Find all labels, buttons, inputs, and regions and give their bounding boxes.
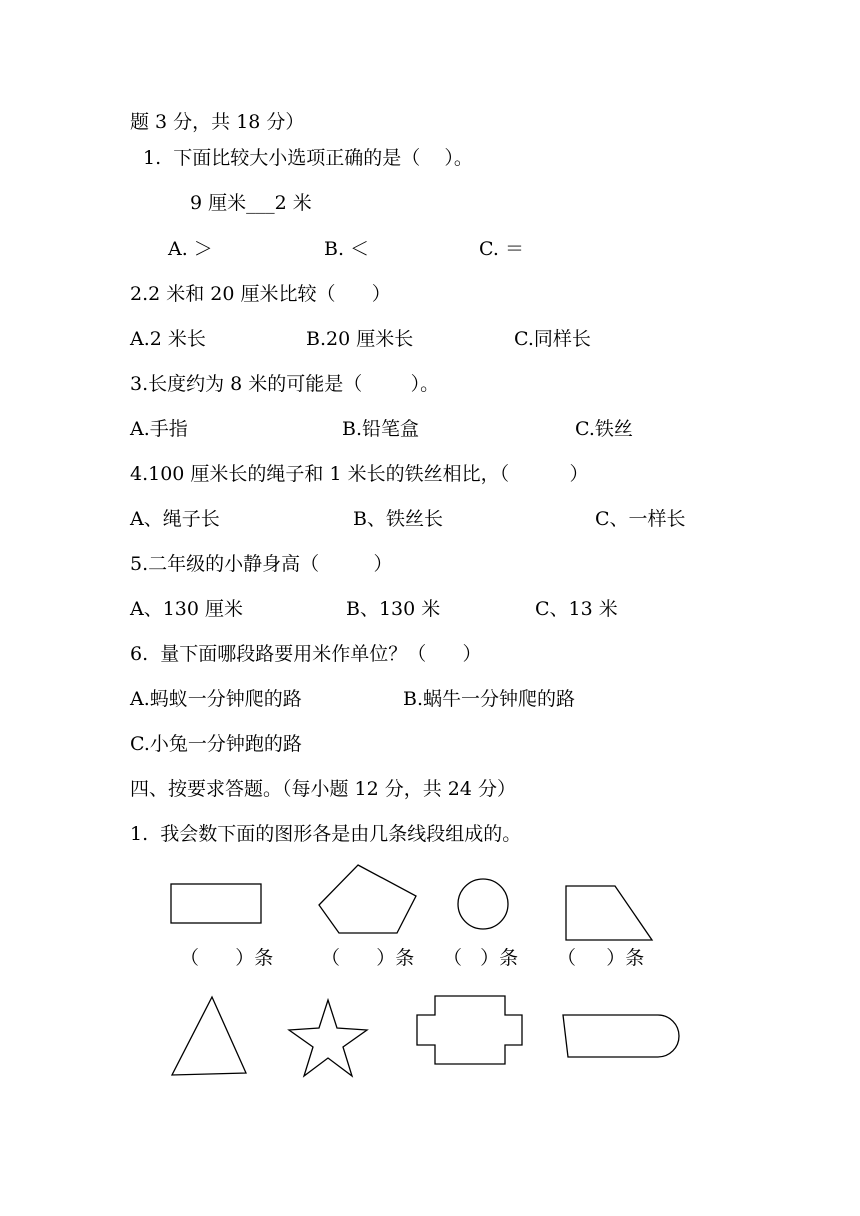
q5-stem: 5.二年级的小静身高（ ） (130, 553, 393, 575)
q6-option-b: B.蜗牛一分钟爬的路 (403, 688, 576, 710)
q5-option-c: C、13 米 (535, 598, 618, 620)
section4-q1-stem: 1. 我会数下面的图形各是由几条线段组成的。 (130, 823, 522, 845)
q4-stem: 4.100 厘米长的绳子和 1 米长的铁丝相比，（ ） (130, 463, 589, 485)
q4-option-c: C、一样长 (595, 508, 686, 530)
q4-option-a: A、绳子长 (130, 508, 220, 530)
q1-option-c: C. ＝ (479, 238, 524, 260)
q6-option-a: A.蚂蚁一分钟爬的路 (130, 688, 302, 710)
blank-trapezoid: （ ）条 (557, 947, 645, 969)
q1-sub: 9 厘米___2 米 (190, 192, 312, 214)
header-line: 题 3 分，共 18 分） (130, 111, 305, 133)
q2-stem: 2.2 米和 20 厘米比较（ ） (130, 283, 391, 305)
q5-option-b: B、130 米 (346, 598, 441, 620)
blank-rectangle: （ ）条 (180, 947, 274, 969)
q3-option-c: C.铁丝 (575, 418, 633, 440)
q1-stem: 1. 下面比较大小选项正确的是（ ）。 (143, 147, 473, 169)
q3-option-b: B.铅笔盒 (342, 418, 420, 440)
q2-option-b: B.20 厘米长 (306, 328, 414, 350)
q1-option-b: B. ＜ (324, 238, 370, 260)
q1-option-a: A. ＞ (168, 238, 213, 260)
q3-option-a: A.手指 (130, 418, 188, 440)
q2-option-c: C.同样长 (514, 328, 591, 350)
blank-pentagon: （ ）条 (321, 947, 415, 969)
q6-stem: 6. 量下面哪段路要用米作单位？（ ） (130, 643, 482, 665)
q5-option-a: A、130 厘米 (130, 598, 244, 620)
q6-option-c: C.小兔一分钟跑的路 (130, 733, 302, 755)
section4-title: 四、按要求答题。（每小题 12 分，共 24 分） (130, 778, 517, 800)
q2-option-a: A.2 米长 (130, 328, 206, 350)
q4-option-b: B、铁丝长 (353, 508, 443, 530)
q3-stem: 3.长度约为 8 米的可能是（ ）。 (130, 373, 440, 395)
blank-circle: （ ）条 (443, 947, 519, 969)
